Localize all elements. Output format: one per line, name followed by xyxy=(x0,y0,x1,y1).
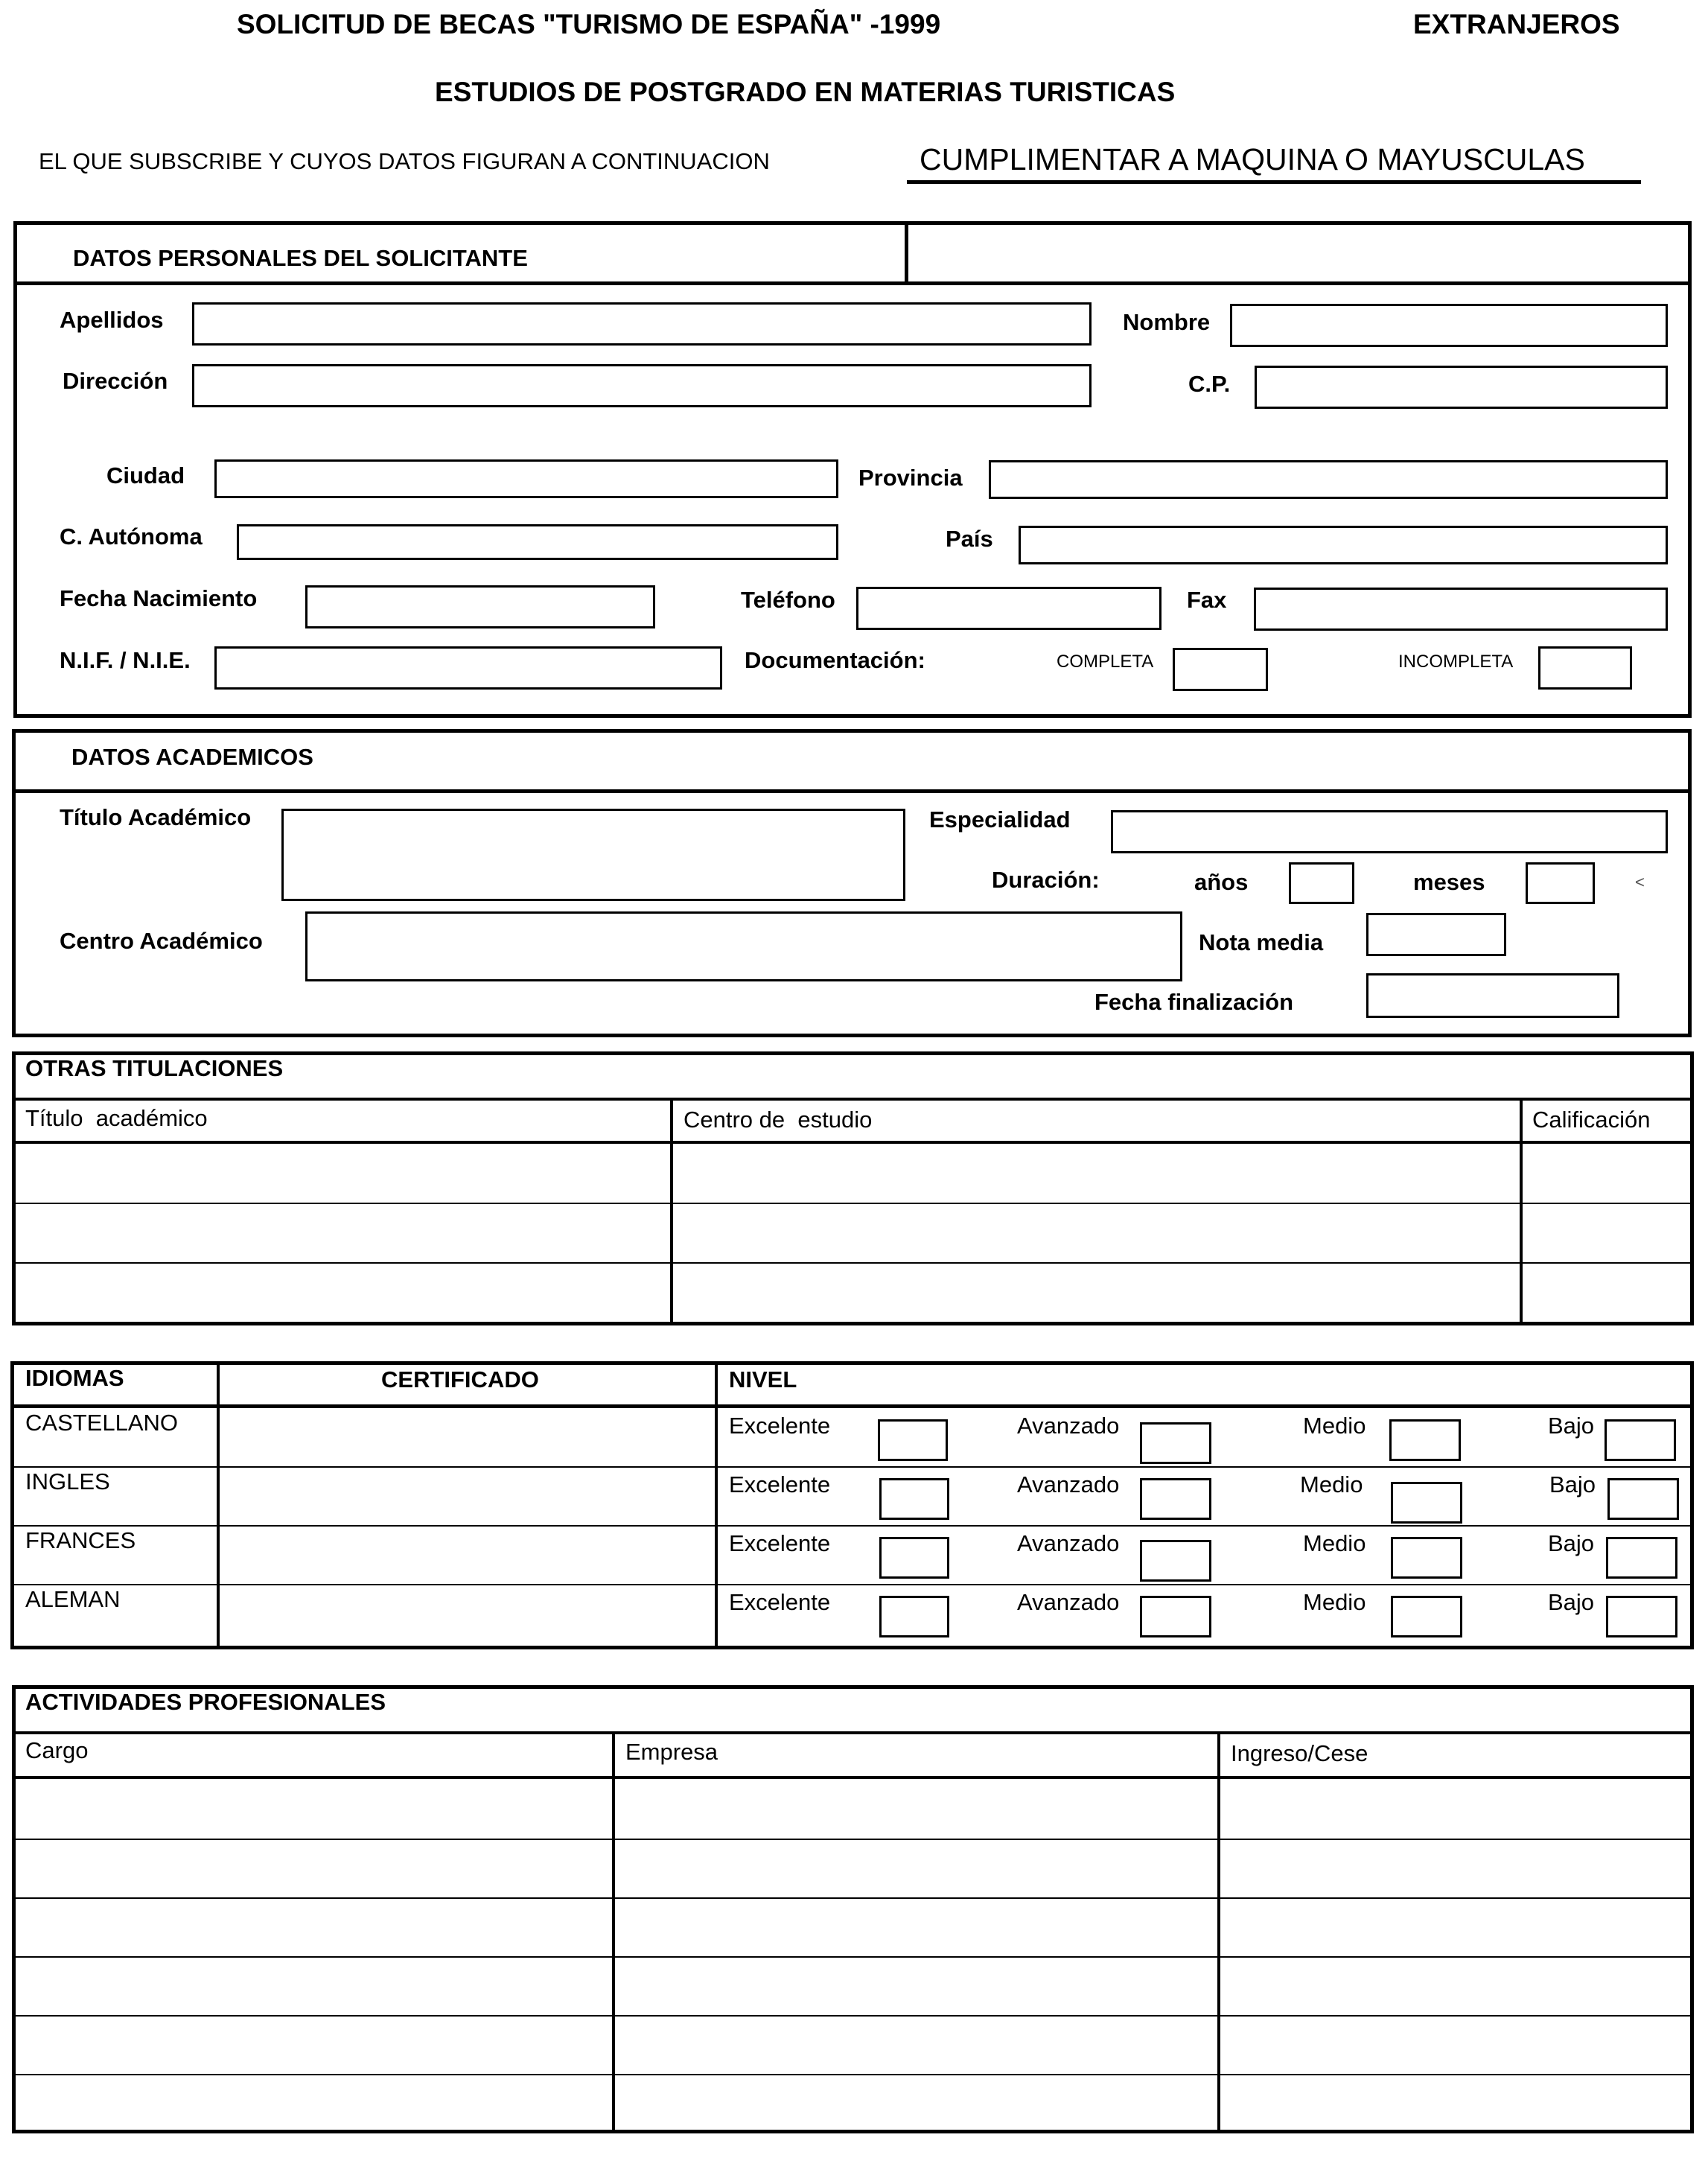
pais-label: País xyxy=(946,526,993,552)
pais-field[interactable] xyxy=(1019,526,1668,564)
centro-field[interactable] xyxy=(305,911,1182,981)
actividades-title-line xyxy=(12,1731,1694,1734)
anos-field[interactable] xyxy=(1289,862,1354,904)
level-bajo-label: Bajo xyxy=(1548,1530,1595,1556)
otras-title: OTRAS TITULACIONES xyxy=(25,1055,284,1081)
actividades-col-divider-2 xyxy=(1217,1731,1220,2132)
autonoma-field[interactable] xyxy=(237,524,838,560)
idiomas-row-line-3 xyxy=(12,1584,1692,1585)
nombre-field[interactable] xyxy=(1230,304,1668,347)
nif-field[interactable] xyxy=(214,646,722,690)
provincia-label: Provincia xyxy=(858,465,963,491)
actividades-col-empresa: Empresa xyxy=(625,1739,718,1765)
actividades-header-line xyxy=(12,1776,1694,1779)
actividades-row-line-1 xyxy=(13,1839,1692,1840)
centro-label: Centro Académico xyxy=(60,928,263,954)
otras-col-centro: Centro de estudio xyxy=(683,1107,873,1133)
actividades-col-ingreso: Ingreso/Cese xyxy=(1231,1740,1368,1766)
actividades-row-line-3 xyxy=(13,1956,1692,1958)
level-excelente-label: Excelente xyxy=(729,1413,831,1439)
language-frances: FRANCES xyxy=(25,1527,136,1553)
level-avanzado-label: Avanzado xyxy=(1017,1589,1120,1615)
duracion-label: Duración: xyxy=(992,867,1100,893)
level-avanzado-label: Avanzado xyxy=(1017,1471,1120,1497)
incompleta-checkbox[interactable] xyxy=(1538,646,1632,690)
meses-field[interactable] xyxy=(1526,862,1595,904)
ciudad-field[interactable] xyxy=(214,459,838,498)
provincia-field[interactable] xyxy=(989,460,1668,499)
language-ingles: INGLES xyxy=(25,1468,110,1495)
otras-header-line xyxy=(12,1141,1694,1144)
level-medio-checkbox[interactable] xyxy=(1391,1482,1462,1524)
cp-field[interactable] xyxy=(1255,366,1668,409)
instruction-underline xyxy=(907,180,1641,184)
level-excelente-checkbox[interactable] xyxy=(878,1419,948,1461)
level-bajo-checkbox[interactable] xyxy=(1605,1419,1676,1461)
idiomas-col-certificado: CERTIFICADO xyxy=(381,1366,539,1392)
nif-label: N.I.F. / N.I.E. xyxy=(60,647,191,673)
form-title: SOLICITUD DE BECAS "TURISMO DE ESPAÑA" -1999 xyxy=(237,9,941,39)
level-excelente-label: Excelente xyxy=(729,1530,831,1556)
actividades-section xyxy=(12,1685,1694,2133)
level-excelente-checkbox[interactable] xyxy=(879,1478,949,1520)
level-bajo-checkbox[interactable] xyxy=(1606,1537,1677,1579)
level-bajo-checkbox[interactable] xyxy=(1606,1596,1677,1637)
level-avanzado-label: Avanzado xyxy=(1017,1413,1120,1439)
level-medio-label: Medio xyxy=(1300,1471,1363,1497)
apellidos-field[interactable] xyxy=(192,302,1092,346)
otras-col-divider-2 xyxy=(1520,1098,1523,1324)
cp-label: C.P. xyxy=(1188,371,1231,397)
completa-checkbox[interactable] xyxy=(1173,648,1268,691)
academic-title: DATOS ACADEMICOS xyxy=(71,744,313,770)
level-excelente-checkbox[interactable] xyxy=(879,1596,949,1637)
especialidad-field[interactable] xyxy=(1111,810,1668,853)
fecha-fin-label: Fecha finalización xyxy=(1094,989,1294,1015)
level-avanzado-checkbox[interactable] xyxy=(1140,1540,1211,1582)
nacimiento-field[interactable] xyxy=(305,585,655,628)
ciudad-label: Ciudad xyxy=(106,462,185,488)
otras-row[interactable] xyxy=(16,1145,667,1202)
actividades-title: ACTIVIDADES PROFESIONALES xyxy=(25,1689,386,1715)
academic-header-line xyxy=(12,789,1692,793)
level-medio-label: Medio xyxy=(1303,1589,1366,1615)
level-bajo-checkbox[interactable] xyxy=(1607,1478,1679,1520)
otras-title-line xyxy=(12,1098,1694,1101)
actividades-row-line-5 xyxy=(13,2074,1692,2075)
otras-col-divider-1 xyxy=(670,1098,673,1324)
especialidad-label: Especialidad xyxy=(929,806,1071,833)
level-medio-checkbox[interactable] xyxy=(1389,1419,1461,1461)
nombre-label: Nombre xyxy=(1123,309,1211,335)
telefono-field[interactable] xyxy=(856,587,1161,630)
otras-col-titulo: Título académico xyxy=(25,1105,208,1131)
level-avanzado-checkbox[interactable] xyxy=(1140,1478,1211,1520)
level-avanzado-label: Avanzado xyxy=(1017,1530,1120,1556)
completa-label: COMPLETA xyxy=(1057,652,1154,672)
personal-title: DATOS PERSONALES DEL SOLICITANTE xyxy=(73,245,528,271)
personal-header-line xyxy=(13,281,1692,285)
fax-field[interactable] xyxy=(1254,588,1668,631)
actividades-row-line-4 xyxy=(13,2015,1692,2017)
direccion-field[interactable] xyxy=(192,364,1092,407)
otras-col-calificacion: Calificación xyxy=(1532,1107,1651,1133)
idiomas-col-divider-2 xyxy=(715,1361,718,1649)
titulo-label: Título Académico xyxy=(60,804,252,830)
fax-label: Fax xyxy=(1187,587,1227,613)
idiomas-col-divider-1 xyxy=(217,1361,220,1649)
idiomas-col-nivel: NIVEL xyxy=(729,1366,797,1392)
level-medio-checkbox[interactable] xyxy=(1391,1537,1462,1579)
titulo-field[interactable] xyxy=(281,809,905,901)
level-medio-checkbox[interactable] xyxy=(1391,1596,1462,1637)
anos-label: años xyxy=(1194,869,1249,895)
otras-row-line-2 xyxy=(13,1262,1692,1264)
nacimiento-label: Fecha Nacimiento xyxy=(60,585,258,611)
meses-label: meses xyxy=(1413,869,1485,895)
documentacion-label: Documentación: xyxy=(745,647,925,673)
form-intro: EL QUE SUBSCRIBE Y CUYOS DATOS FIGURAN A CONTINUACION xyxy=(39,148,770,174)
level-avanzado-checkbox[interactable] xyxy=(1140,1596,1211,1637)
idiomas-header-line xyxy=(10,1404,1694,1408)
level-medio-label: Medio xyxy=(1303,1530,1366,1556)
apellidos-label: Apellidos xyxy=(60,307,164,333)
idiomas-row-line-2 xyxy=(12,1525,1692,1527)
level-bajo-label: Bajo xyxy=(1548,1413,1595,1439)
form-instruction: CUMPLIMENTAR A MAQUINA O MAYUSCULAS xyxy=(920,142,1585,176)
level-excelente-label: Excelente xyxy=(729,1471,831,1497)
otras-row-line-1 xyxy=(13,1203,1692,1204)
duration-mark: < xyxy=(1635,873,1645,891)
actividades-col-cargo: Cargo xyxy=(25,1737,89,1763)
personal-header-divider xyxy=(905,221,908,284)
language-aleman: ALEMAN xyxy=(25,1586,121,1612)
actividades-row-line-2 xyxy=(13,1897,1692,1899)
autonoma-label: C. Autónoma xyxy=(60,523,203,550)
level-bajo-label: Bajo xyxy=(1549,1471,1596,1497)
incompleta-label: INCOMPLETA xyxy=(1398,652,1514,672)
level-excelente-label: Excelente xyxy=(729,1589,831,1615)
idiomas-row-line-1 xyxy=(12,1466,1692,1468)
level-medio-label: Medio xyxy=(1303,1413,1366,1439)
direccion-label: Dirección xyxy=(63,368,168,394)
level-excelente-checkbox[interactable] xyxy=(879,1537,949,1579)
nota-field[interactable] xyxy=(1366,913,1506,956)
level-bajo-label: Bajo xyxy=(1548,1589,1595,1615)
idiomas-col-idiomas: IDIOMAS xyxy=(25,1365,124,1391)
form-category: EXTRANJEROS xyxy=(1413,9,1620,39)
fecha-fin-field[interactable] xyxy=(1366,973,1619,1018)
nota-label: Nota media xyxy=(1199,929,1324,955)
telefono-label: Teléfono xyxy=(741,587,835,613)
language-castellano: CASTELLANO xyxy=(25,1410,179,1436)
level-avanzado-checkbox[interactable] xyxy=(1140,1422,1211,1464)
actividades-col-divider-1 xyxy=(612,1731,615,2132)
form-subtitle: ESTUDIOS DE POSTGRADO EN MATERIAS TURISTICAS xyxy=(435,77,1176,107)
